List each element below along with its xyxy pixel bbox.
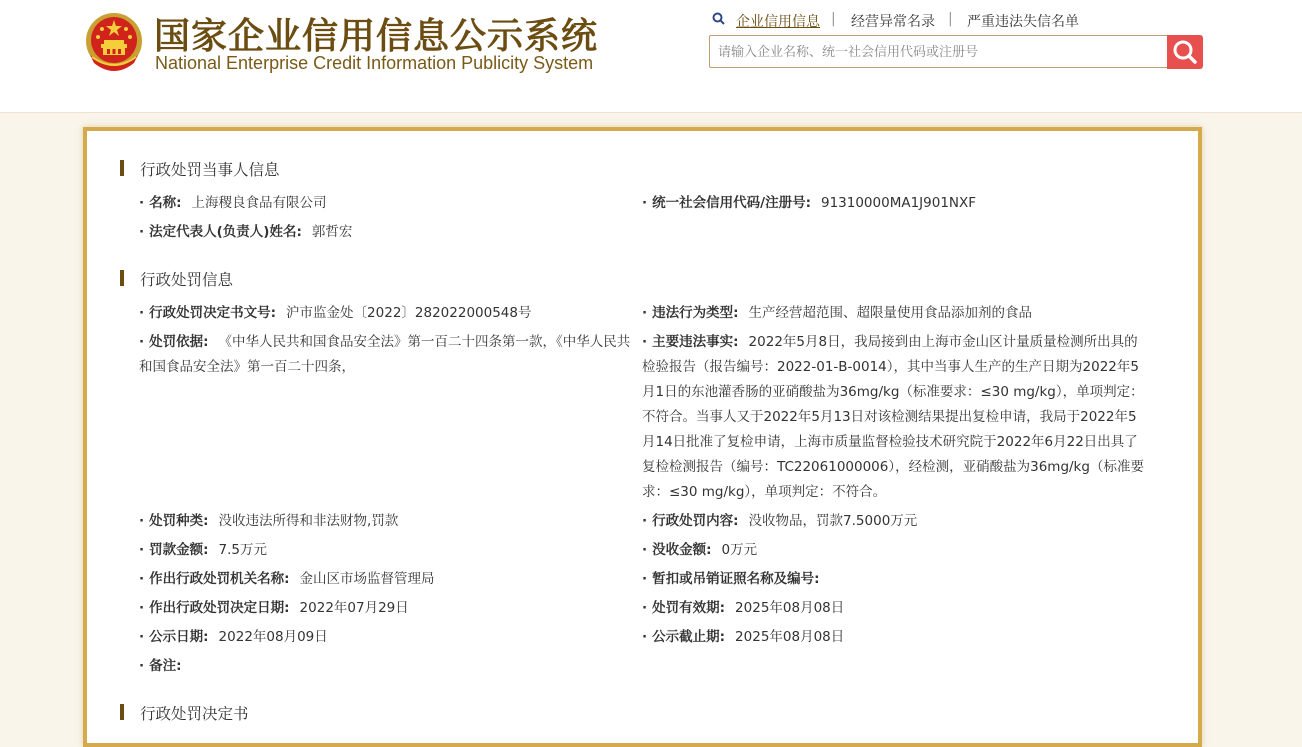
fine-label: · 罚款金额: — [139, 542, 209, 558]
facts-label: · 主要违法事实: — [642, 334, 739, 350]
penalty-type-value: 没收违法所得和非法财物,罚款 — [218, 513, 399, 529]
violation-type-value: 生产经营超范围、超限量使用食品添加剂的食品 — [748, 305, 1033, 321]
search-box — [709, 35, 1167, 68]
section-title-decision: 行政处罚决定书 — [120, 702, 249, 724]
credit-code-value: 91310000MA1J901NXF — [820, 195, 977, 211]
decision-date-label: · 作出行政处罚决定日期: — [139, 600, 290, 616]
publish-date — [139, 625, 328, 650]
legal-rep-value: 郭哲宏 — [311, 224, 353, 240]
penalty-detail-panel — [83, 127, 1202, 747]
confiscation-value: 0万元 — [721, 542, 758, 558]
decision-date — [139, 596, 409, 621]
legal-rep-label: · 法定代表人(负责人)姓名: — [139, 224, 302, 240]
credit-code — [642, 191, 976, 216]
confiscation-label: · 没收金额: — [642, 542, 712, 558]
penalty-content-value: 没收物品，罚款7.5000万元 — [748, 513, 918, 529]
nav-abnormal-list[interactable]: 经营异常名录 — [851, 14, 935, 30]
penalty-basis — [139, 330, 631, 380]
party-name — [139, 191, 327, 216]
search-input[interactable] — [716, 36, 1160, 69]
authority-label: · 作出行政处罚机关名称: — [139, 571, 290, 587]
nav-enterprise-credit[interactable]: 企业信用信息 — [736, 14, 820, 30]
penalty-authority — [139, 567, 435, 592]
basis-label: · 处罚依据: — [139, 334, 209, 350]
basis-value: 《中华人民共和国食品安全法》第一百二十四条第一款，《中华人民共和国食品安全法》第一百二十四条， — [139, 334, 631, 375]
remark-label: · 备注: — [139, 658, 182, 674]
site-title-cn: 国家企业信用信息公示系统 — [154, 16, 599, 57]
confiscation-amount — [642, 538, 757, 563]
publish-date-value: 2022年08月09日 — [218, 629, 328, 645]
section-title-penalty: 行政处罚信息 — [120, 268, 233, 290]
decision-doc-number — [139, 301, 531, 326]
penalty-type — [139, 509, 398, 534]
publish-date-label: · 公示日期: — [139, 629, 209, 645]
credit-code-label: · 统一社会信用代码/注册号: — [642, 195, 811, 211]
publish-end-value: 2025年08月08日 — [735, 629, 845, 645]
penalty-content-label: · 行政处罚内容: — [642, 513, 739, 529]
penalty-content — [642, 509, 917, 534]
facts-value: 2022年5月8日，我局接到由上海市金山区计量质量检测所出具的检验报告（报告编号：2022-01-B-0014），其中当事人生产的生产日期为2022年5月1日的东池灌香肠的亚硝酸盐为36mg/kg（标准要求：≤30 mg/kg），单项判定：不符合。当事人又于2022年5月13日对该检测结果提出复检申请，我局于2022年5月14日批准了复检申请，上海市质量监督检验技术研究院于2022年6月22日出具了复检检测报告（编号：TC22061000006），经检测，亚硝酸盐为36mg/kg（标准要求：≤30 mg/kg），单项判定：不符合。 — [642, 334, 1144, 500]
authority-value: 金山区市场监督管理局 — [299, 571, 435, 587]
publish-end-date — [642, 625, 844, 650]
section-title-party: 行政处罚当事人信息 — [120, 158, 280, 180]
penalty-valid-period — [642, 596, 844, 621]
remark — [139, 654, 192, 679]
license-suspension — [642, 567, 830, 592]
search-small-icon — [712, 12, 725, 29]
party-name-value: 上海稷良食品有限公司 — [191, 195, 327, 211]
doc-no-label: · 行政处罚决定书文号: — [139, 305, 276, 321]
penalty-type-label: · 处罚种类: — [139, 513, 209, 529]
nav-serious-violation-list[interactable]: 严重违法失信名单 — [967, 14, 1079, 30]
license-label: · 暂扣或吊销证照名称及编号: — [642, 571, 820, 587]
nav-separator: | — [831, 11, 836, 27]
national-emblem-icon — [84, 11, 144, 73]
party-name-label: · 名称: — [139, 195, 182, 211]
main-violation-facts — [642, 330, 1144, 505]
valid-label: · 处罚有效期: — [642, 600, 725, 616]
valid-value: 2025年08月08日 — [735, 600, 845, 616]
decision-date-value: 2022年07月29日 — [299, 600, 409, 616]
search-button[interactable] — [1167, 35, 1203, 69]
fine-amount — [139, 538, 267, 563]
legal-representative — [139, 220, 352, 245]
violation-type — [642, 301, 1032, 326]
fine-value: 7.5万元 — [218, 542, 268, 558]
search-icon — [1167, 35, 1203, 69]
doc-no-value: 沪市监金处〔2022〕282022000548号 — [286, 305, 532, 321]
nav-separator: | — [948, 11, 953, 27]
site-title-en: National Enterprise Credit Information Publicity System — [155, 53, 594, 73]
violation-type-label: · 违法行为类型: — [642, 305, 739, 321]
publish-end-label: · 公示截止期: — [642, 629, 725, 645]
site-header — [0, 0, 1302, 113]
